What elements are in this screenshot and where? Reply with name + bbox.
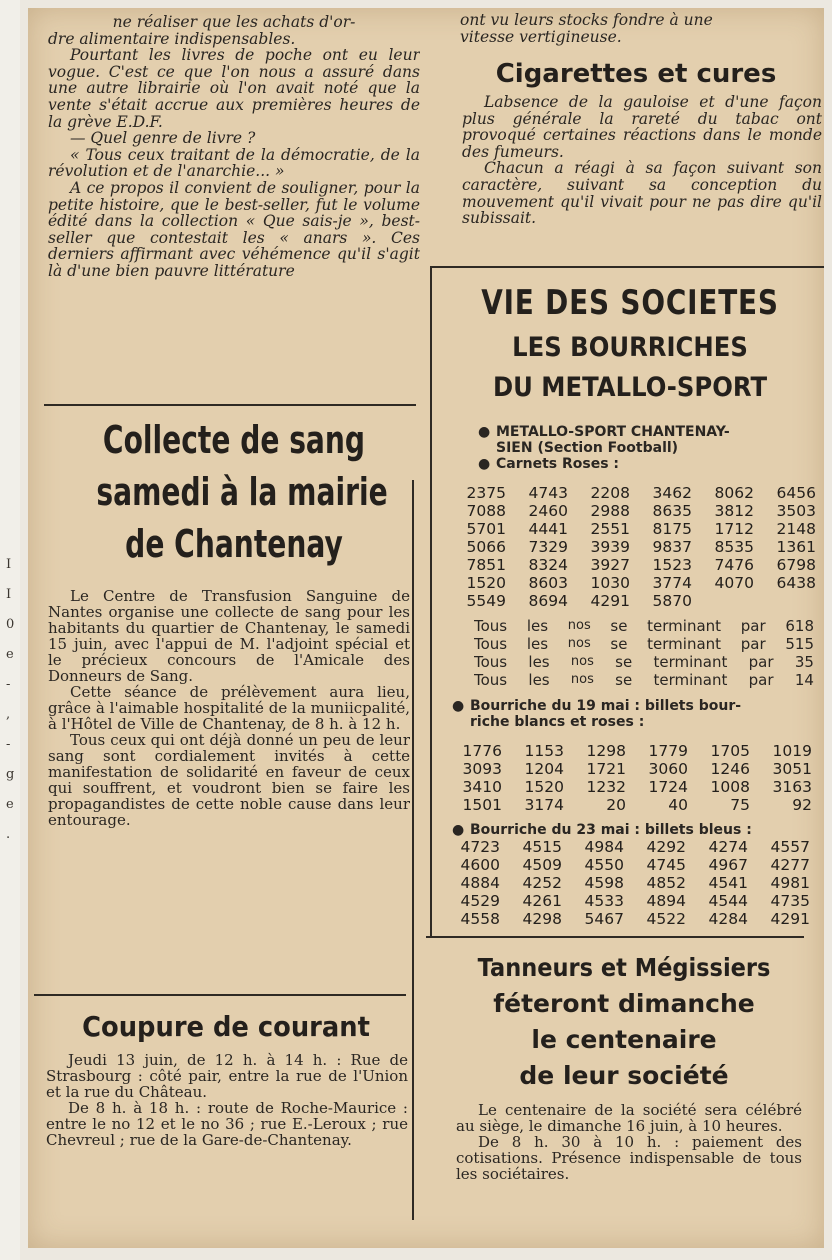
ticket-number: 1520 xyxy=(524,778,564,796)
ticket-number: 1246 xyxy=(710,760,750,778)
ticket-number: 5870 xyxy=(652,592,692,610)
terminant-word: se xyxy=(615,653,633,671)
ticket-number: 4743 xyxy=(528,484,568,502)
ticket-number: 7476 xyxy=(714,556,754,574)
ticket-number: 4515 xyxy=(522,838,562,856)
headline-line: Collecte de sang xyxy=(102,418,366,462)
terminant-word: les xyxy=(526,617,549,635)
ticket-number: 8694 xyxy=(528,592,568,610)
ticket-number: 1776 xyxy=(462,742,502,760)
paragraph: De 8 h. à 18 h. : route de Roche-Maurice : entre le no 12 et le no 36 ; rue E.-Leroux ; rue Chevreul ; rue de la Gare-de-Chantenay. xyxy=(46,1099,408,1149)
ticket-number: 1501 xyxy=(462,796,502,814)
ticket-number: 5701 xyxy=(466,520,506,538)
paragraph: Le Centre de Transfusion Sanguine de Nantes organise une collecte de sang pour les habitants du quartier de Chantenay, le samedi 15 juin, avec l'appui de M. l'adjoint spécial et le précieux concours de l'Amicale des Donneurs de Sang. xyxy=(48,588,410,685)
terminant-word: terminant xyxy=(653,653,728,671)
ticket-number: 7088 xyxy=(466,502,506,520)
ticket-number: 2375 xyxy=(466,484,506,502)
ticket-number: 2460 xyxy=(528,502,568,520)
ticket-number: 4291 xyxy=(770,910,810,928)
ticket-number: 8635 xyxy=(652,502,692,520)
ticket-number: 5066 xyxy=(466,538,506,556)
terminant-word: terminant xyxy=(653,671,728,689)
ticket-number: 20 xyxy=(606,796,626,814)
paragraph: Labsence de la gauloise et d'une façon plus générale la rareté du tabac ont provoqué certaines réactions dans le monde des fumeurs. xyxy=(462,94,822,161)
bourriche-23-numbers xyxy=(444,838,810,928)
ticket-number: 8175 xyxy=(652,520,692,538)
ticket-number: 4550 xyxy=(584,856,624,874)
ticket-number: 3410 xyxy=(462,778,502,796)
coupure-headline xyxy=(40,1002,412,1052)
left-article-continued xyxy=(48,14,420,392)
ticket-number: 4284 xyxy=(708,910,748,928)
ticket-number: 4884 xyxy=(460,874,500,892)
section-title: VIE DES SOCIETES xyxy=(481,283,779,323)
bourriche-19-numbers xyxy=(446,742,812,814)
ending-number: 35 xyxy=(794,653,814,671)
paragraph: A ce propos il convient de souligner, pour la petite histoire, que le best-seller, fut le volume édité dans la collection « Que sais-je », best-seller que contestait les « anars ». Ces derniers affirmant avec véhémence qu'il s'agit là d'une bien pauvre littérature xyxy=(48,178,420,280)
headline-line: samedi à la mairie xyxy=(96,470,388,514)
paragraph: Jeudi 13 juin, de 12 h. à 14 h. : Rue de Strasbourg : côté pair, entre la rue de l'Union et la rue du Château. xyxy=(46,1052,408,1101)
bullet-icon: ● xyxy=(478,424,491,440)
ticket-number: 7329 xyxy=(528,538,568,556)
ticket-number: 1361 xyxy=(776,538,816,556)
ticket-number: 4261 xyxy=(522,892,562,910)
ticket-number: 3927 xyxy=(590,556,630,574)
ticket-number: 4441 xyxy=(528,520,568,538)
ticket-number: 4598 xyxy=(584,874,624,892)
text-line: dre alimentaire indispensables. xyxy=(48,29,296,48)
cigarettes-body xyxy=(462,94,822,262)
ticket-number: 2148 xyxy=(776,520,816,538)
headline-line: Coupure de courant xyxy=(82,1010,370,1043)
ticket-number: 4981 xyxy=(770,874,810,892)
ending-number: 515 xyxy=(785,635,814,653)
text-line: ont vu leurs stocks fondre à une xyxy=(460,12,713,29)
headline-line: Tanneurs et Mégissiers xyxy=(477,953,771,982)
ticket-number: 7851 xyxy=(466,556,506,574)
ticket-number: 4509 xyxy=(522,856,562,874)
ticket-number: 1520 xyxy=(466,574,506,592)
paragraph: De 8 h. 30 à 10 h. : paiement des cotisations. Présence indispensable de tous les sociétaires. xyxy=(456,1133,802,1183)
list-heading: riche blancs et roses : xyxy=(470,714,645,730)
terminant-word: par xyxy=(740,635,766,653)
ticket-number: 3163 xyxy=(772,778,812,796)
ticket-number: 4984 xyxy=(584,838,624,856)
tanneurs-body xyxy=(456,1102,802,1222)
ticket-number: 3812 xyxy=(714,502,754,520)
ticket-number: 3774 xyxy=(652,574,692,592)
ticket-number: 9837 xyxy=(652,538,692,556)
bullet-icon: ● xyxy=(452,698,465,714)
text-line: ne réaliser que les achats d'or- xyxy=(112,14,356,31)
ticket-number: 1712 xyxy=(714,520,754,538)
ticket-number: 2988 xyxy=(590,502,630,520)
headline-line: DU METALLO-SPORT xyxy=(492,372,768,403)
headline-line: de leur société xyxy=(519,1061,729,1090)
ticket-number: 5467 xyxy=(584,910,624,928)
terminant-word: Tous xyxy=(474,671,508,689)
ticket-number: 92 xyxy=(792,796,812,814)
ticket-number: 1030 xyxy=(590,574,630,592)
collecte-headline xyxy=(48,410,420,580)
terminant-word: les xyxy=(526,635,549,653)
ticket-number: 4533 xyxy=(584,892,624,910)
terminant-row xyxy=(474,671,814,689)
tanneurs-headline xyxy=(434,950,814,1100)
paragraph: Cette séance de prélèvement aura lieu, grâce à l'aimable hospitalité de la muniicpalité, à l'Hôtel de Ville de Chantenay, de 8 h. à 12 h. xyxy=(48,683,410,733)
cigarettes-headline xyxy=(450,52,822,96)
societes-header xyxy=(436,278,824,420)
ticket-number: 3462 xyxy=(652,484,692,502)
scan-margin xyxy=(0,0,20,1260)
ending-number: 618 xyxy=(785,617,814,635)
column-divider xyxy=(412,480,414,1220)
ticket-number: 1153 xyxy=(524,742,564,760)
ticket-number: 4252 xyxy=(522,874,562,892)
headline-line: LES BOURRICHES xyxy=(512,332,748,363)
ticket-number: 1721 xyxy=(586,760,626,778)
ticket-number: 4557 xyxy=(770,838,810,856)
ticket-number: 3093 xyxy=(462,760,502,778)
terminant-list xyxy=(474,617,814,689)
ticket-number: 1705 xyxy=(710,742,750,760)
ticket-number: 1008 xyxy=(710,778,750,796)
ticket-number: 3939 xyxy=(590,538,630,556)
ticket-number: 4544 xyxy=(708,892,748,910)
ticket-number: 2208 xyxy=(590,484,630,502)
terminant-word: terminant xyxy=(647,635,722,653)
club-name: METALLO-SPORT CHANTENAY- xyxy=(496,424,730,440)
ticket-number: 4274 xyxy=(708,838,748,856)
ticket-number: 3051 xyxy=(772,760,812,778)
terminant-word: terminant xyxy=(647,617,722,635)
ending-number: 14 xyxy=(794,671,814,689)
ticket-number: 3060 xyxy=(648,760,688,778)
headline-line: féteront dimanche xyxy=(493,989,755,1018)
ticket-number: 8062 xyxy=(714,484,754,502)
ticket-number: 4735 xyxy=(770,892,810,910)
ticket-number: 1019 xyxy=(772,742,812,760)
ticket-number: 1779 xyxy=(648,742,688,760)
ticket-number: 5549 xyxy=(466,592,506,610)
ticket-number: 3174 xyxy=(524,796,564,814)
terminant-word: Tous xyxy=(474,617,508,635)
ticket-number: 4298 xyxy=(522,910,562,928)
ticket-number: 4292 xyxy=(646,838,686,856)
club-heading xyxy=(478,424,818,480)
list-heading: Bourriche du 23 mai : billets bleus : xyxy=(470,822,752,838)
ticket-number: 4277 xyxy=(770,856,810,874)
ticket-number: 8535 xyxy=(714,538,754,556)
ticket-number: 1298 xyxy=(586,742,626,760)
bullet-icon: ● xyxy=(452,822,465,838)
paragraph: Pourtant les livres de poche ont eu leur vogue. C'est ce que l'on nous a assuré dans une autre librairie où l'on avait noté que la vente s'était accrue aux premières heures de la grève E.D.F. xyxy=(48,46,420,131)
ticket-number: 1204 xyxy=(524,760,564,778)
ticket-number: 4558 xyxy=(460,910,500,928)
collecte-body xyxy=(48,588,410,980)
ticket-number: 2551 xyxy=(590,520,630,538)
paragraph: Le centenaire de la société sera célébré au siège, le dimanche 16 juin, à 10 heures. xyxy=(456,1102,802,1135)
column-rule xyxy=(44,404,416,406)
terminant-word: se xyxy=(615,671,633,689)
terminant-row xyxy=(474,653,814,671)
carnets-roses-numbers xyxy=(450,484,816,610)
bourriche-19-heading xyxy=(452,698,822,734)
ticket-number: 1724 xyxy=(648,778,688,796)
ticket-number: 4070 xyxy=(714,574,754,592)
terminant-word: les xyxy=(528,671,550,689)
headline-line: le centenaire xyxy=(531,1025,717,1054)
ticket-number: 4967 xyxy=(708,856,748,874)
terminant-word: nos xyxy=(567,636,591,651)
text-line: vitesse vertigineuse. xyxy=(460,27,622,46)
ticket-number: 6438 xyxy=(776,574,816,592)
paragraph: — Quel genre de livre ? xyxy=(70,129,256,148)
terminant-row xyxy=(474,617,814,635)
terminant-word: par xyxy=(740,617,766,635)
ticket-number: 4745 xyxy=(646,856,686,874)
paragraph: « Tous ceux traitant de la démocratie, de la révolution et de l'anarchie... » xyxy=(48,145,420,181)
terminant-word: Tous xyxy=(474,653,508,671)
ticket-number: 75 xyxy=(730,796,750,814)
terminant-word: par xyxy=(748,671,774,689)
ticket-number: 4600 xyxy=(460,856,500,874)
coupure-body xyxy=(46,1052,408,1212)
ticket-number: 3503 xyxy=(776,502,816,520)
headline-line: de Chantenay xyxy=(125,522,343,566)
terminant-word: Tous xyxy=(474,635,508,653)
list-heading: Carnets Roses : xyxy=(496,456,620,472)
terminant-word: nos xyxy=(570,672,594,687)
ticket-number: 40 xyxy=(668,796,688,814)
terminant-word: par xyxy=(748,653,774,671)
ticket-number: 6456 xyxy=(776,484,816,502)
bullet-icon: ● xyxy=(478,456,491,472)
ticket-number: 4894 xyxy=(646,892,686,910)
terminant-word: les xyxy=(528,653,550,671)
ticket-number: 4852 xyxy=(646,874,686,892)
box-left-rule xyxy=(430,266,432,936)
ticket-number: 4522 xyxy=(646,910,686,928)
ticket-number: 4291 xyxy=(590,592,630,610)
paragraph: Tous ceux qui ont déjà donné un peu de leur sang sont cordialement invités à cette manifestation de solidarité en faveur de ceux qui souffrent, et voudront bien se faire les propagandistes de cette noble cause dans leur entourage. xyxy=(48,731,410,829)
list-heading: Bourriche du 19 mai : billets bour- xyxy=(470,698,742,714)
terminant-word: se xyxy=(610,617,628,635)
terminant-word: nos xyxy=(567,618,591,633)
right-article-continued xyxy=(460,12,820,52)
ticket-number: 1232 xyxy=(586,778,626,796)
terminant-word: se xyxy=(610,635,628,653)
terminant-row xyxy=(474,635,814,653)
ticket-number: 4723 xyxy=(460,838,500,856)
paragraph: Chacun a réagi à sa façon suivant son caractère, suivant sa conception du mouvement qu'il vivait pour ne pas dire qu'il subissait. xyxy=(462,159,822,228)
ticket-number: 8603 xyxy=(528,574,568,592)
headline-line: Cigarettes et cures xyxy=(495,59,777,89)
box-top-rule xyxy=(430,266,824,268)
club-name: SIEN (Section Football) xyxy=(496,440,679,456)
ticket-number: 1523 xyxy=(652,556,692,574)
box-bottom-rule xyxy=(426,936,804,938)
adjacent-clipping-edge: I I 0 e - , - g e . xyxy=(6,557,15,842)
ticket-number: 6798 xyxy=(776,556,816,574)
column-rule xyxy=(34,994,406,996)
ticket-number: 4541 xyxy=(708,874,748,892)
ticket-number: 4529 xyxy=(460,892,500,910)
terminant-word: nos xyxy=(570,654,594,669)
ticket-number: 8324 xyxy=(528,556,568,574)
